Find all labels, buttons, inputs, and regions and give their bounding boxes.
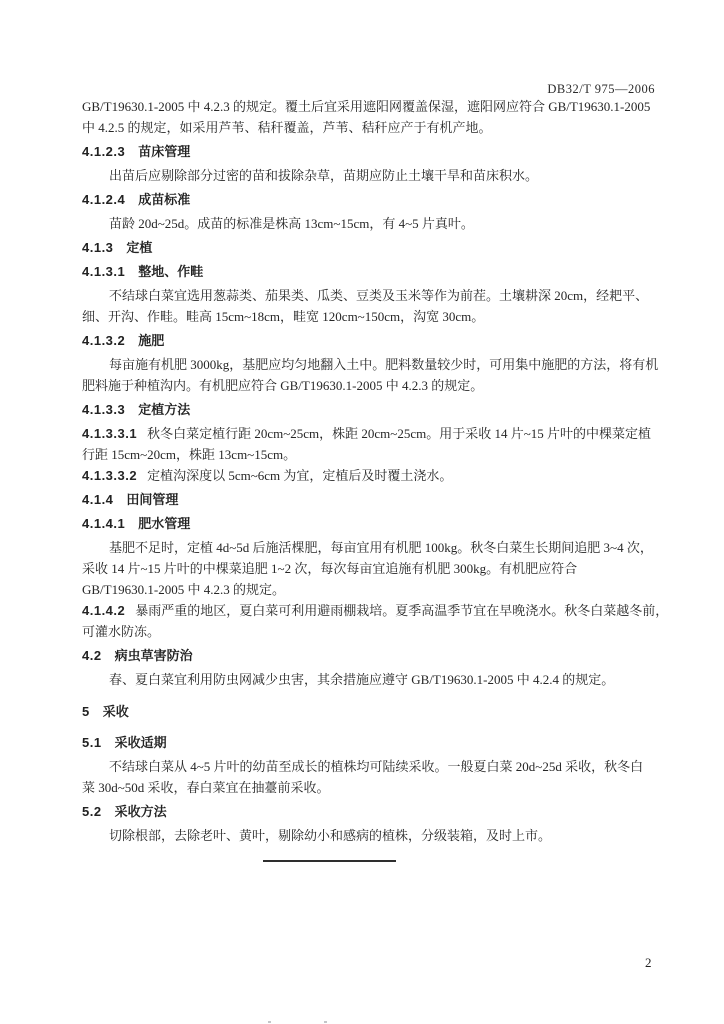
scan-artifact: [324, 1021, 327, 1023]
text-line: 采收 14 片~15 片叶的中棵菜追肥 1~2 次，每次每亩宜追施有机肥 300kg。有机肥应符合: [82, 561, 578, 576]
text-line: 细、开沟、作畦。畦高 15cm~18cm，畦宽 120cm~150cm，沟宽 30cm。: [82, 309, 485, 324]
section-heading: [82, 237, 658, 258]
paragraph: [82, 213, 658, 234]
text-line-content: 秋冬白菜定植行距 20cm~25cm，株距 20cm~25cm。用于采收 14 片~15 片叶的中棵菜定植: [147, 426, 651, 441]
text-line: 苗龄 20d~25d。成苗的标准是株高 13cm~15cm，有 4~5 片真叶。: [109, 216, 474, 231]
text-line: 出苗后应剔除部分过密的苗和拔除杂草，苗期应防止土壤干旱和苗床积水。: [109, 168, 539, 183]
section-heading: [82, 330, 658, 351]
text-line: [82, 465, 658, 486]
clause-number: 4.1.3.3.1: [82, 426, 138, 441]
text-line: 春、夏白菜宜利用防虫网减少虫害，其余措施应遵守 GB/T19630.1-2005 中 4.2.4 的规定。: [109, 672, 615, 687]
heading-title: 病虫草害防治: [114, 648, 193, 663]
text-line: 不结球白菜宜选用葱蒜类、茄果类、瓜类、豆类及玉米等作为前茬。土壤耕深 20cm，经耙平、: [109, 288, 649, 303]
paragraph: [82, 423, 658, 465]
heading-title: 苗床管理: [138, 144, 191, 159]
clause-number: 4.1.3.3.2: [82, 468, 138, 483]
section-heading: [82, 645, 658, 666]
section-heading: [82, 732, 658, 753]
page-number: 2: [645, 955, 652, 970]
heading-number: 4.1.4: [82, 492, 114, 507]
paragraph: [82, 354, 658, 396]
paragraph: [82, 285, 658, 327]
section-heading: [82, 189, 658, 210]
text-line: 可灌水防冻。: [82, 624, 161, 639]
paragraph: [82, 465, 658, 486]
heading-number: 4.1.3.2: [82, 333, 126, 348]
heading-number: 4.1.2.3: [82, 144, 126, 159]
heading-title: 施肥: [138, 333, 165, 348]
heading-title: 田间管理: [126, 492, 179, 507]
text-line: 每亩施有机肥 3000kg，基肥应均匀地翻入土中。肥料数量较少时，可用集中施肥的方法，将有机: [109, 357, 659, 372]
heading-title: 整地、作畦: [138, 264, 204, 279]
text-line: 肥料施于种植沟内。有机肥应符合 GB/T19630.1-2005 中 4.2.3 的规定。: [82, 378, 484, 393]
paragraph: [82, 96, 658, 138]
text-line-content: 暴雨严重的地区，夏白菜可利用避雨棚栽培。夏季高温季节宜在早晚浇水。秋冬白菜越冬前，: [135, 603, 669, 618]
paragraph: [82, 756, 658, 798]
footnote-rule: [263, 860, 396, 862]
heading-number: 4.1.4.1: [82, 516, 126, 531]
heading-title: 采收方法: [114, 804, 167, 819]
paragraph: [82, 165, 658, 186]
section-heading: [82, 141, 658, 162]
heading-number: 4.1.3.1: [82, 264, 126, 279]
heading-number: 5.2: [82, 804, 102, 819]
paragraph: [82, 537, 658, 600]
scan-artifact: [268, 1021, 271, 1023]
section-heading: [82, 489, 658, 510]
section-heading: [82, 801, 658, 822]
section-heading: [82, 513, 658, 534]
text-line: 不结球白菜从 4~5 片叶的幼苗至成长的植株均可陆续采收。一般夏白菜 20d~25d 采收，秋冬白: [109, 759, 644, 774]
document-body: [82, 96, 669, 862]
text-line: GB/T19630.1-2005 中 4.2.3 的规定。覆土后宜采用遮阳网覆盖保湿，遮阳网应符合 GB/T19630.1-2005: [82, 99, 651, 114]
paragraph: [82, 669, 658, 690]
text-line: 行距 15cm~20cm，株距 13cm~15cm。: [82, 447, 297, 462]
heading-title: 肥水管理: [138, 516, 191, 531]
heading-title: 定植: [126, 240, 153, 255]
heading-number: 4.1.3: [82, 240, 114, 255]
section-heading: [82, 261, 658, 282]
text-line: [82, 600, 669, 621]
paragraph: [82, 600, 669, 642]
text-line: 中 4.2.5 的规定，如采用芦苇、秸秆覆盖，芦苇、秸秆应产于有机产地。: [82, 120, 492, 135]
clause-number: 4.1.4.2: [82, 603, 126, 618]
section-heading: [82, 701, 658, 722]
heading-number: 4.2: [82, 648, 102, 663]
text-line: 菜 30d~50d 采收，春白菜宜在抽薹前采收。: [82, 780, 330, 795]
paragraph: [82, 825, 658, 846]
text-line: 切除根部，去除老叶、黄叶，剔除幼小和感病的植株，分级装箱，及时上市。: [109, 828, 552, 843]
text-line-content: 定植沟深度以 5cm~6cm 为宜，定植后及时覆土浇水。: [147, 468, 453, 483]
text-line: GB/T19630.1-2005 中 4.2.3 的规定。: [82, 582, 285, 597]
text-line: 基肥不足时，定植 4d~5d 后施活棵肥，每亩宜用有机肥 100kg。秋冬白菜生长期间追肥 3~4 次，: [109, 540, 653, 555]
section-heading: [82, 399, 658, 420]
heading-number: 4.1.2.4: [82, 192, 126, 207]
heading-title: 成苗标准: [138, 192, 191, 207]
heading-title: 采收适期: [114, 735, 167, 750]
heading-title: 采收: [102, 704, 129, 719]
heading-title: 定植方法: [138, 402, 191, 417]
text-line: [82, 423, 658, 444]
heading-number: 5: [82, 704, 90, 719]
standard-code-header: DB32/T 975—2006: [547, 82, 655, 96]
heading-number: 5.1: [82, 735, 102, 750]
heading-number: 4.1.3.3: [82, 402, 126, 417]
